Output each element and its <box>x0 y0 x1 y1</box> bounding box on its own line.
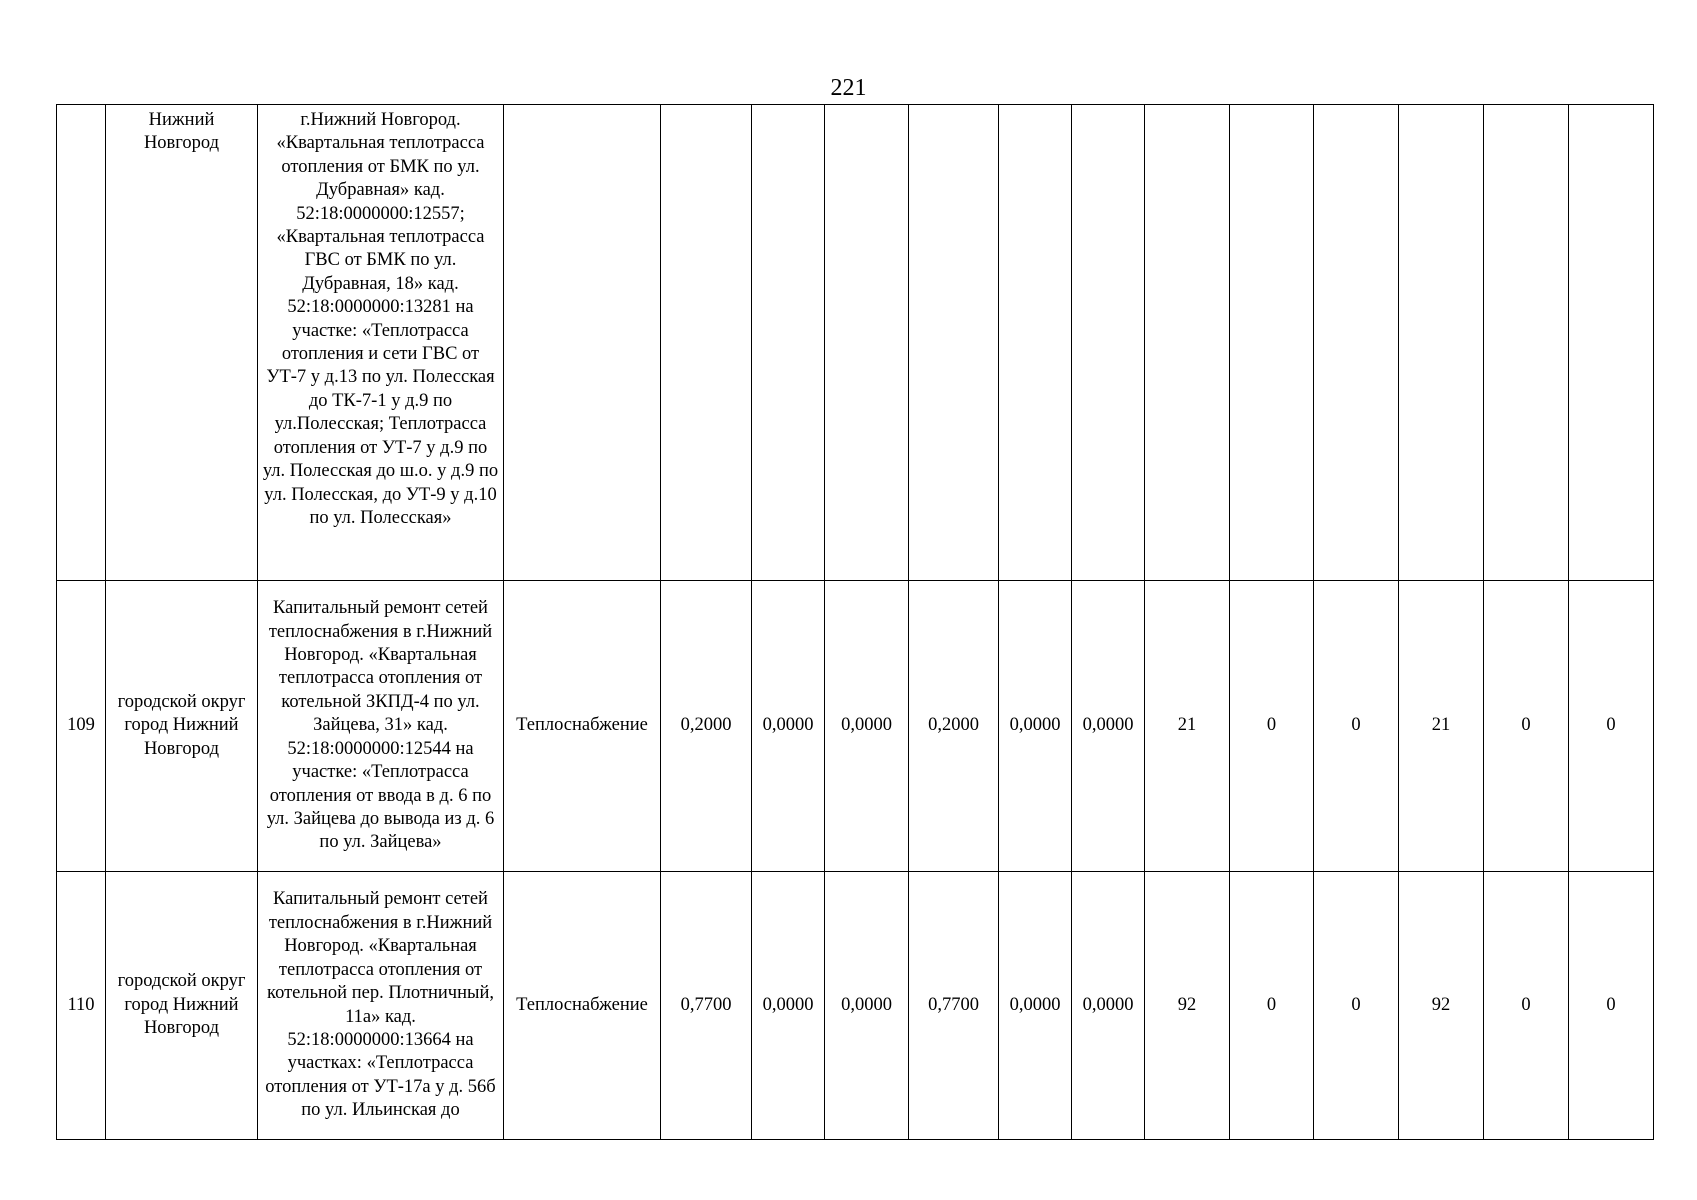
municipality-cell: городской округ город Нижний Новгород <box>106 581 258 872</box>
value-cell <box>661 105 752 581</box>
value-cell: 21 <box>1399 581 1484 872</box>
type-cell <box>504 105 661 581</box>
value-cell: 0,7700 <box>909 872 999 1140</box>
description-cell: Капитальный ремонт сетей теплоснабжения в г.Нижний Новгород. «Квартальная теплотрасса отопления от котельной ЗКПД-4 по ул. Зайцева, 31» кад. 52:18:0000000:12544 на участке: «Теплотрасса отопления от ввода в д. 6 по ул. Зайцева до вывода из д. 6 по ул. Зайцева» <box>258 581 504 872</box>
value-cell <box>1145 105 1230 581</box>
value-cell: 0,0000 <box>999 581 1072 872</box>
table-row <box>57 105 1654 581</box>
value-cell: 0 <box>1314 872 1399 1140</box>
value-cell <box>1399 105 1484 581</box>
data-table <box>56 104 1654 1140</box>
value-cell <box>825 105 909 581</box>
value-cell: 0,0000 <box>1072 581 1145 872</box>
value-cell: 0,2000 <box>909 581 999 872</box>
value-cell <box>999 105 1072 581</box>
value-cell: 0 <box>1230 872 1314 1140</box>
table-row <box>57 581 1654 872</box>
value-cell: 0,0000 <box>825 872 909 1140</box>
value-cell <box>1314 105 1399 581</box>
row-number: 109 <box>57 581 106 872</box>
value-cell <box>1569 105 1654 581</box>
value-cell: 0 <box>1230 581 1314 872</box>
value-cell: 0,0000 <box>752 581 825 872</box>
value-cell: 0 <box>1484 581 1569 872</box>
type-cell: Теплоснабжение <box>504 581 661 872</box>
value-cell <box>1484 105 1569 581</box>
value-cell: 0,2000 <box>661 581 752 872</box>
value-cell: 0,0000 <box>1072 872 1145 1140</box>
municipality-cell: городской округ город Нижний Новгород <box>106 872 258 1140</box>
description-cell: г.Нижний Новгород. «Квартальная теплотрасса отопления от БМК по ул. Дубравная» кад. 52:18:0000000:12557; «Квартальная теплотрасса ГВС от БМК по ул. Дубравная, 18» кад. 52:18:0000000:13281 на участке: «Теплотрасса отопления и сети ГВС от УТ-7 у д.13 по ул. Полесская до ТК-7-1 у д.9 по ул.Полесская; Теплотрасса отопления от УТ-7 у д.9 по ул. Полесская до ш.о. у д.9 по ул. Полесская, до УТ-9 у д.10 по ул. Полесская» <box>258 105 504 581</box>
value-cell: 0,0000 <box>752 872 825 1140</box>
value-cell: 92 <box>1145 872 1230 1140</box>
value-cell <box>909 105 999 581</box>
table-row <box>57 872 1654 1140</box>
value-cell: 0,0000 <box>825 581 909 872</box>
value-cell <box>752 105 825 581</box>
value-cell: 0,7700 <box>661 872 752 1140</box>
type-cell: Теплоснабжение <box>504 872 661 1140</box>
value-cell <box>1072 105 1145 581</box>
value-cell: 0,0000 <box>999 872 1072 1140</box>
municipality-cell: Нижний Новгород <box>106 105 258 581</box>
value-cell: 0 <box>1484 872 1569 1140</box>
row-number <box>57 105 106 581</box>
row-number: 110 <box>57 872 106 1140</box>
value-cell: 0 <box>1569 581 1654 872</box>
value-cell: 0 <box>1569 872 1654 1140</box>
page-number: 221 <box>830 75 867 101</box>
value-cell: 0 <box>1314 581 1399 872</box>
value-cell <box>1230 105 1314 581</box>
value-cell: 21 <box>1145 581 1230 872</box>
description-cell: Капитальный ремонт сетей теплоснабжения в г.Нижний Новгород. «Квартальная теплотрасса отопления от котельной пер. Плотничный, 11а» кад. 52:18:0000000:13664 на участках: «Теплотрасса отопления от УТ-17а у д. 56б по ул. Ильинская до <box>258 872 504 1140</box>
value-cell: 92 <box>1399 872 1484 1140</box>
